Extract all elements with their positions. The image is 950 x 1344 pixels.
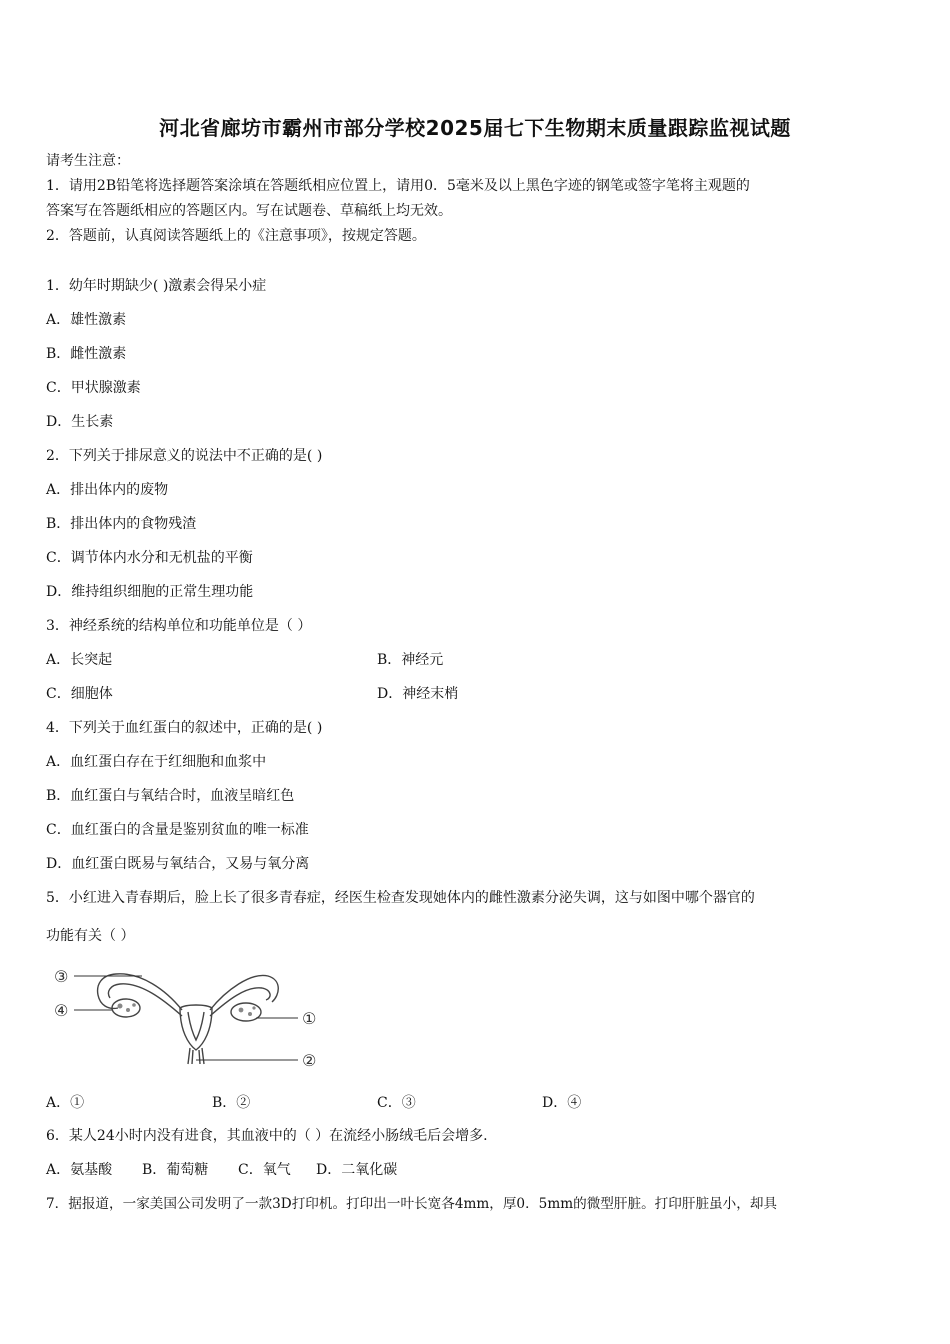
female-reproductive-system-figure	[46, 960, 336, 1078]
question-5-option-a: A．①	[46, 1095, 85, 1111]
question-6-option-b: B．葡萄糖	[142, 1162, 209, 1178]
question-5-option-c: C．③	[377, 1095, 416, 1111]
question-4-option-c: C．血红蛋白的含量是鉴别贫血的唯一标准	[46, 822, 309, 838]
question-3-option-b: B．神经元	[377, 652, 444, 668]
question-3-option-d: D．神经末梢	[377, 686, 459, 702]
question-2-option-a: A．排出体内的废物	[46, 482, 169, 498]
question-1-option-d: D．生长素	[46, 414, 114, 430]
question-2-stem: 2．下列关于排尿意义的说法中不正确的是( )	[46, 448, 323, 464]
question-4-option-d: D．血红蛋白既易与氧结合，又易与氧分离	[46, 856, 310, 872]
question-6-option-c: C．氧气	[238, 1162, 291, 1178]
question-2-option-c: C．调节体内水分和无机盐的平衡	[46, 550, 253, 566]
uterus	[180, 1005, 212, 1050]
question-6-option-d: D．二氧化碳	[316, 1162, 398, 1178]
question-5-option-b: B．②	[212, 1095, 251, 1111]
question-3-stem: 3．神经系统的结构单位和功能单位是（ ）	[46, 618, 312, 634]
right-fallopian-tube	[210, 975, 278, 1010]
figure-label-2: ②	[302, 1051, 317, 1070]
figure-label-4: ④	[54, 1001, 69, 1020]
notice-item-1: 1．请用2B铅笔将选择题答案涂填在答题纸相应位置上，请用0．5毫米及以上黑色字迹的钢笔或签字笔将主观题的	[46, 178, 750, 194]
question-5-stem: 5．小红进入青春期后，脸上长了很多青春症，经医生检查发现她体内的雌性激素分泌失调，这与如图中哪个器官的	[46, 890, 755, 906]
page-title: 河北省廊坊市霸州市部分学校2025届七下生物期末质量跟踪监视试题	[159, 116, 791, 140]
notice-item-1-cont: 答案写在答题纸相应的答题区内。写在试题卷、草稿纸上均无效。	[46, 203, 452, 219]
question-1-stem: 1．幼年时期缺少( )激素会得呆小症	[46, 278, 267, 294]
question-7-stem: 7．据报道，一家美国公司发明了一款3D打印机。打印出一叶长宽各4mm，厚0．5mm的微型肝脏。打印肝脏虽小，却具	[46, 1196, 778, 1212]
question-2-option-d: D．维持组织细胞的正常生理功能	[46, 584, 254, 600]
question-3-option-c: C．细胞体	[46, 686, 113, 702]
notice-item-2: 2．答题前，认真阅读答题纸上的《注意事项》，按规定答题。	[46, 228, 426, 244]
question-6-stem: 6．某人24小时内没有进食，其血液中的（ ）在流经小肠绒毛后会增多.	[46, 1128, 488, 1144]
question-5-option-d: D．④	[542, 1095, 582, 1111]
question-2-option-b: B．排出体内的食物残渣	[46, 516, 197, 532]
question-1-option-a: A．雄性激素	[46, 312, 127, 328]
question-1-option-b: B．雌性激素	[46, 346, 127, 362]
question-4-stem: 4．下列关于血红蛋白的叙述中，正确的是( )	[46, 720, 323, 736]
question-1-option-c: C．甲状腺激素	[46, 380, 141, 396]
question-6-option-a: A．氨基酸	[46, 1162, 113, 1178]
figure-label-1: ①	[302, 1009, 317, 1028]
question-4-option-b: B．血红蛋白与氧结合时，血液呈暗红色	[46, 788, 295, 804]
notice-heading: 请考生注意：	[46, 153, 130, 169]
question-5-stem-cont: 功能有关（ ）	[46, 928, 135, 944]
question-4-option-a: A．血红蛋白存在于红细胞和血浆中	[46, 754, 267, 770]
figure-label-3: ③	[54, 967, 69, 986]
question-3-option-a: A．长突起	[46, 652, 113, 668]
